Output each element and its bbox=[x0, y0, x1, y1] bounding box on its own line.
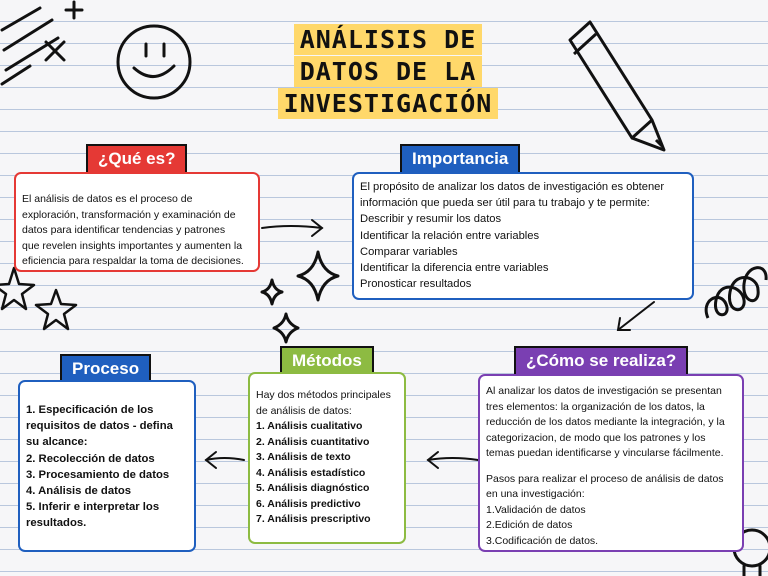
title-line: DATOS DE LA bbox=[294, 56, 483, 87]
title-line: INVESTIGACIÓN bbox=[278, 88, 499, 119]
metodos-item: 4. Análisis estadístico bbox=[256, 466, 366, 479]
metodos-item: 2. Análisis cuantitativo bbox=[256, 435, 370, 448]
smiley-icon bbox=[118, 26, 190, 98]
metodos-heading: Métodos bbox=[280, 346, 374, 376]
que-es-text: que revelen insights importantes y aumenten la bbox=[22, 239, 243, 252]
proceso-text: 3. Procesamiento de datos bbox=[26, 468, 170, 481]
como-text: Pasos para realizar el proceso de análisis de datos bbox=[486, 472, 724, 485]
proceso-text: 1. Especificación de los bbox=[26, 404, 154, 416]
importancia-heading: Importancia bbox=[400, 144, 520, 174]
como-text: reducción de los datos mediante la integración, y la bbox=[486, 416, 725, 428]
como-heading: ¿Cómo se realiza? bbox=[514, 346, 688, 376]
metodos-intro: de análisis de datos: bbox=[256, 404, 352, 417]
proceso-text: 5. Inferir e interpretar los bbox=[26, 501, 160, 514]
como-text: en una investigación: bbox=[486, 488, 585, 500]
proceso-heading: Proceso bbox=[60, 354, 151, 384]
que-es-text: eficiencia para respaldar la toma de decisiones. bbox=[22, 255, 244, 267]
metodos-item: 3. Análisis de texto bbox=[256, 451, 351, 463]
arrow-left-icon bbox=[428, 452, 478, 468]
proceso-text: 4. Análisis de datos bbox=[26, 485, 132, 498]
que-es-text: datos para identificar tendencias y patrones bbox=[22, 224, 226, 236]
arrow-right-icon bbox=[262, 220, 322, 236]
metodos-item: 1. Análisis cualitativo bbox=[256, 420, 363, 432]
importancia-item: Describir y resumir los datos bbox=[360, 213, 502, 226]
page-title bbox=[276, 24, 500, 120]
como-text: Al analizar los datos de investigación se presentan bbox=[486, 385, 722, 397]
importancia-item: Pronosticar resultados bbox=[360, 278, 472, 291]
metodos-intro: Hay dos métodos principales bbox=[256, 389, 391, 401]
como-step: 3.Codificación de datos. bbox=[486, 534, 599, 547]
proceso-text: requisitos de datos - defina bbox=[26, 420, 173, 433]
star-icon bbox=[0, 268, 76, 329]
como-step: 2.Edición de datos bbox=[486, 519, 573, 531]
cross-icon bbox=[46, 42, 64, 60]
sparkle-icon bbox=[262, 252, 338, 342]
scribble-lines-icon bbox=[2, 8, 58, 84]
arrow-down-left-icon bbox=[618, 302, 654, 330]
importancia-box bbox=[352, 172, 694, 300]
title-line: ANÁLISIS DE bbox=[294, 24, 483, 55]
como-step: 1.Validación de datos bbox=[486, 503, 586, 516]
que-es-box bbox=[14, 172, 260, 272]
metodos-box bbox=[248, 372, 406, 544]
como-text: categorizacion, de modo que los patrones y los bbox=[486, 431, 706, 444]
importancia-item: Comparar variables bbox=[360, 245, 458, 258]
importancia-text: información que pueda ser útil para tu trabajo y te permite: bbox=[360, 197, 650, 210]
importancia-item: Identificar la diferencia entre variables bbox=[360, 262, 549, 275]
que-es-text: exploración, transformación y examinación de bbox=[22, 208, 236, 221]
como-text: tres elementos: la organización de los datos, la bbox=[486, 400, 705, 413]
proceso-text: resultados. bbox=[26, 517, 87, 530]
metodos-item: 5. Análisis diagnóstico bbox=[256, 482, 370, 494]
pencil-icon bbox=[570, 22, 664, 150]
importancia-item: Identificar la relación entre variables bbox=[360, 229, 540, 242]
que-es-text: El análisis de datos es el proceso de bbox=[22, 193, 193, 205]
arrow-left-icon bbox=[206, 452, 244, 468]
que-es-heading: ¿Qué es? bbox=[86, 144, 187, 174]
como-box bbox=[478, 374, 744, 552]
como-text: temas puedan identificarse y vincularse fácilmente. bbox=[486, 447, 724, 459]
metodos-item: 6. Análisis predictivo bbox=[256, 497, 361, 510]
proceso-text: 2. Recolección de datos bbox=[26, 452, 155, 465]
proceso-box bbox=[18, 380, 196, 552]
metodos-item: 7. Análisis prescriptivo bbox=[256, 513, 371, 525]
proceso-text: su alcance: bbox=[26, 436, 88, 449]
importancia-text: El propósito de analizar los datos de investigación es obtener bbox=[360, 181, 665, 193]
spiral-icon bbox=[706, 268, 766, 318]
plus-icon bbox=[66, 2, 82, 18]
